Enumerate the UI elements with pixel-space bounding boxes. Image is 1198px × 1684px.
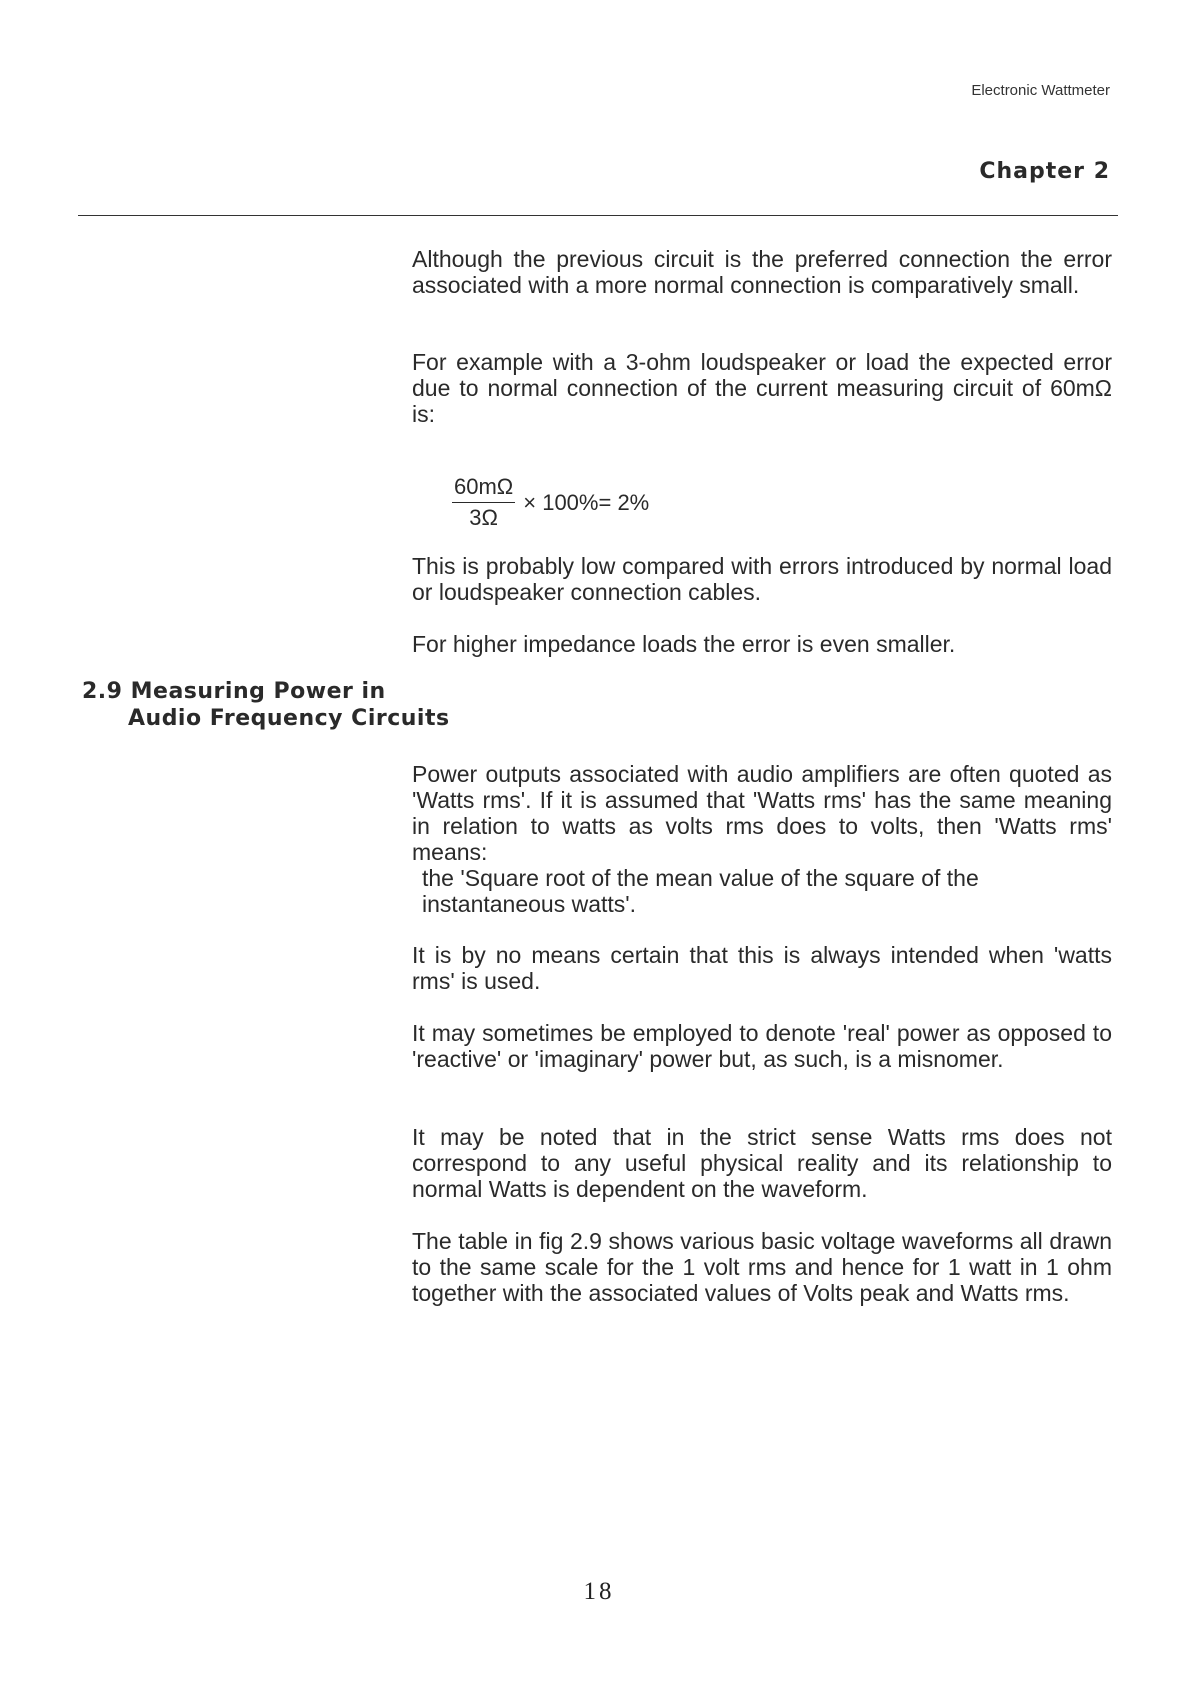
paragraph-5-quote: the 'Square root of the mean value of the square of the instantaneous watts'. (422, 865, 979, 917)
formula-denominator: 3Ω (469, 505, 498, 530)
chapter-label: Chapter 2 (979, 159, 1110, 184)
formula-result: × 100%= 2% (523, 489, 650, 515)
paragraph-6: It is by no means certain that this is always intended when 'watts rms' is used. (412, 942, 1112, 994)
running-header: Electronic Wattmeter (971, 82, 1110, 99)
header-rule (78, 215, 1118, 216)
paragraph-1: Although the previous circuit is the preferred connection the error associated with a more normal connection is comparatively small. (412, 246, 1112, 298)
paragraph-5 (412, 761, 1112, 917)
paragraph-2: For example with a 3-ohm loudspeaker or load the expected error due to normal connection of the current measuring circuit of 60mΩ is: (412, 349, 1112, 427)
paragraph-8: It may be noted that in the strict sense Watts rms does not correspond to any useful physical reality and its relationship to normal Watts is dependent on the waveform. (412, 1124, 1112, 1202)
formula-fraction (452, 474, 515, 531)
paragraph-9: The table in fig 2.9 shows various basic voltage waveforms all drawn to the same scale for the 1 volt rms and hence for 1 watt in 1 ohm together with the associated values of Volts peak and Watts rms. (412, 1228, 1112, 1306)
section-heading-line-1: 2.9 Measuring Power in (82, 679, 386, 704)
paragraph-7: It may sometimes be employed to denote 'real' power as opposed to 'reactive' or 'imaginary' power but, as such, is a misnomer. (412, 1020, 1112, 1072)
paragraph-3: This is probably low compared with errors introduced by normal load or loudspeaker connection cables. (412, 553, 1112, 605)
page-number: 18 (583, 1578, 615, 1605)
section-heading-line-2: Audio Frequency Circuits (128, 706, 450, 731)
paragraph-4: For higher impedance loads the error is even smaller. (412, 631, 956, 657)
section-heading (82, 678, 450, 732)
error-formula (452, 474, 649, 531)
paragraph-5-main: Power outputs associated with audio amplifiers are often quoted as 'Watts rms'. If it is assumed that 'Watts rms' has the same meaning in relation to watts as volts rms does to volts, then 'Watts rms' means: (412, 761, 1112, 865)
formula-numerator: 60mΩ (452, 474, 515, 503)
